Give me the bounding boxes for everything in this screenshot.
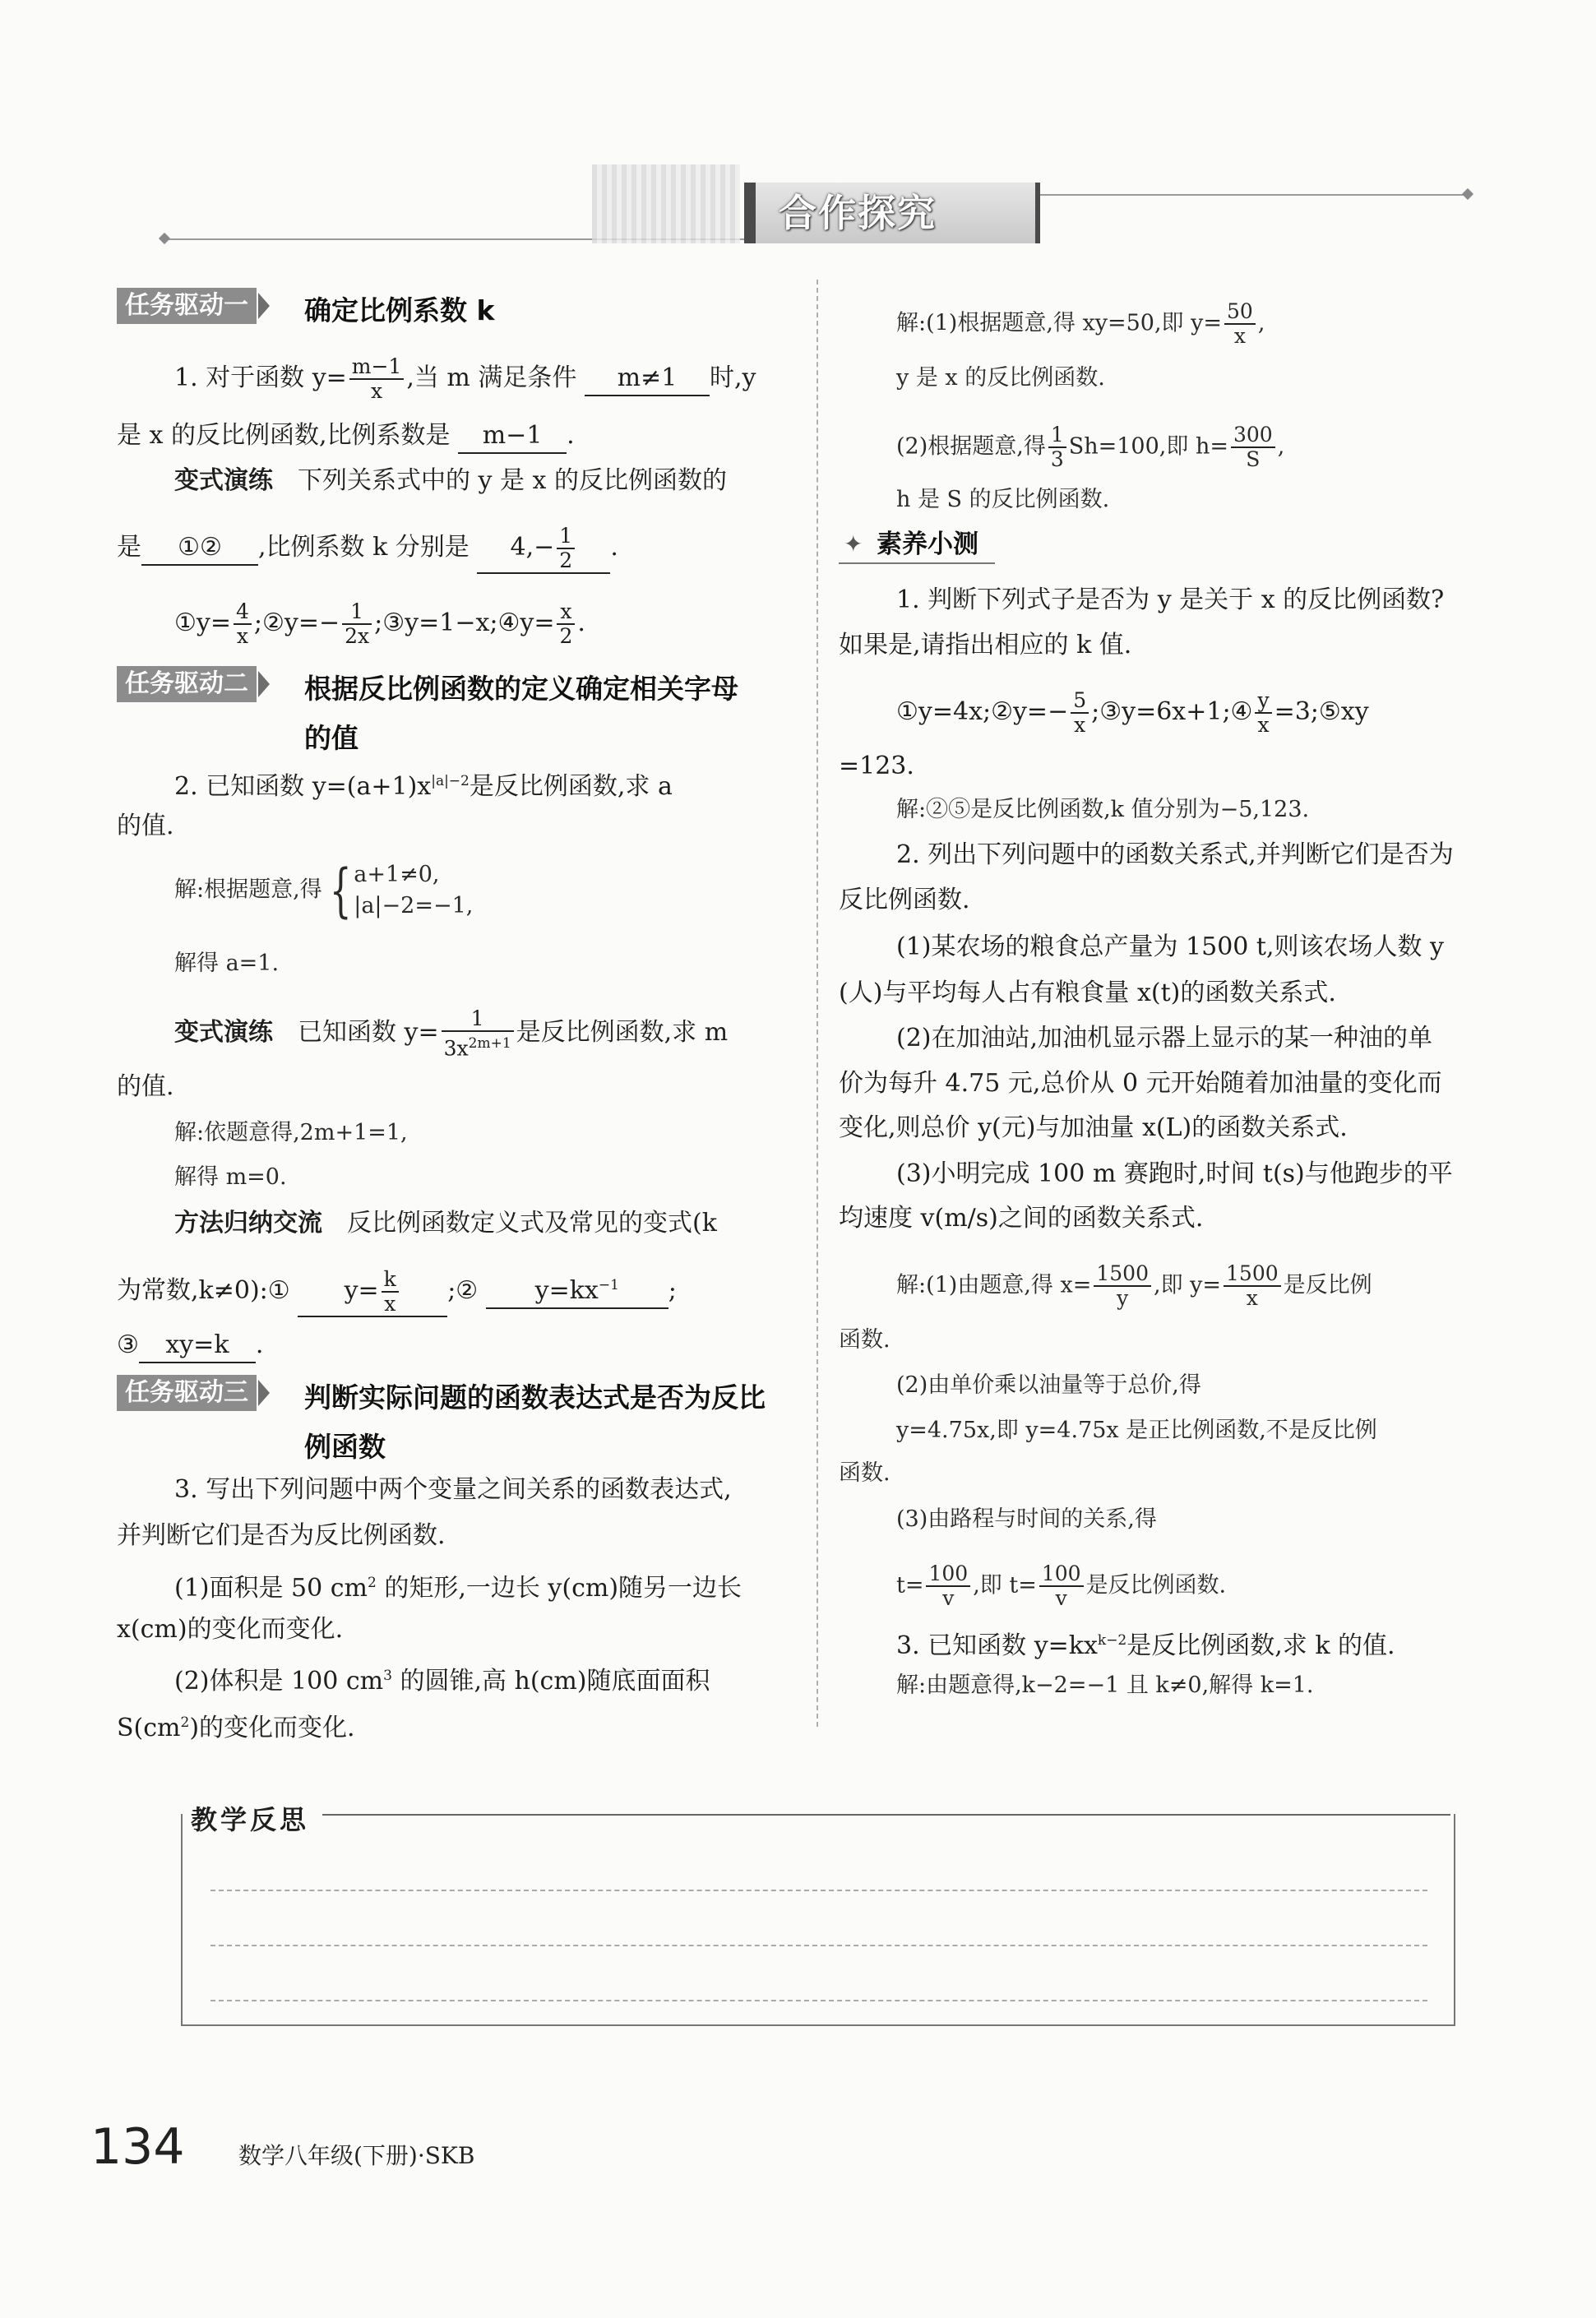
- task1-tag: 任务驱动一: [117, 288, 257, 324]
- task3-title-2: 例函数: [304, 1431, 386, 1463]
- column-divider: [817, 280, 818, 1727]
- task2-tag: 任务驱动二: [117, 666, 257, 702]
- quiz2-part2-line3: 变化,则总价 y(元)与加油量 x(L)的函数关系式.: [839, 1113, 1348, 1142]
- variation2-line2: 的值.: [117, 1072, 174, 1101]
- book-title: 数学八年级(下册)·SKB: [238, 2142, 475, 2169]
- quiz2-solution-1: 解:(1)由题意,得 x= $\frac{1500}{y}$ ,即 y= $\frac{1500}{x}$ 是反比例: [896, 1261, 1372, 1310]
- quiz1-options: ①y=4x;②y=− $\frac{5}{x}$ ;③y=6x+1;④ $\frac{y}{x}$ =3;⑤xy: [896, 688, 1369, 737]
- reflection-top-rule: [322, 1814, 1450, 1816]
- task3-tag: 任务驱动三: [117, 1375, 257, 1411]
- quiz2-line1: 2. 列出下列问题中的函数关系式,并判断它们是否为: [896, 840, 1454, 869]
- quiz2-part2-line2: 价为每升 4.75 元,总价从 0 元开始随着加油量的变化而: [839, 1069, 1442, 1098]
- q2-solution-result: 解得 a=1.: [174, 951, 280, 976]
- q1-line2: 是 x 的反比例函数,比例系数是 m−1 .: [117, 419, 575, 454]
- variation2-solution-1: 解:依题意得,2m+1=1,: [174, 1120, 408, 1145]
- q3-part1-line2: x(cm)的变化而变化.: [117, 1615, 344, 1644]
- quiz1-solution: 解:②⑤是反比例函数,k 值分别为−5,123.: [896, 797, 1310, 822]
- method-answer-1: y= $\frac{k}{x}$: [298, 1268, 447, 1317]
- header-rule-left-dot: [159, 233, 170, 244]
- method-line2: 为常数,k≠0):① y= $\frac{k}{x}$ ;② $y=kx^{-1}$ ;: [117, 1267, 677, 1316]
- q3-solution-2: (2)根据题意,得 $\frac{1}{3}$ Sh=100,即 h= $\frac{300}{S}$ ,: [896, 423, 1285, 471]
- variation1-answer-1: ①②: [141, 531, 258, 566]
- task2-title-2: 的值: [304, 722, 359, 754]
- quiz2-solution-2-line3: 函数.: [839, 1460, 891, 1486]
- section-title: 合作探究: [744, 183, 1040, 243]
- q2-line1: 2. 已知函数 $y=(a+1)x^{|a|-2}$是反比例函数,求 a: [174, 772, 673, 801]
- q3-solution-2-conclusion: h 是 S 的反比例函数.: [896, 487, 1110, 512]
- reflection-writing-line: [210, 2000, 1427, 2001]
- quiz1-line1: 1. 判断下列式子是否为 y 是关于 x 的反比例函数?: [896, 585, 1445, 614]
- method-line3: ③ xy=k .: [117, 1329, 263, 1363]
- header-decoration: [592, 164, 740, 243]
- quiz2-solution-2: (2)由单价乘以油量等于总价,得: [896, 1372, 1201, 1398]
- header-rule-right-dot: [1462, 188, 1473, 200]
- q3-solution-1: 解:(1)根据题意,得 xy=50,即 y= $\frac{50}{x}$ ,: [896, 299, 1265, 348]
- q1-fraction: $\frac{m-1}{x}$: [349, 355, 405, 403]
- q1-line1: 1. 对于函数 y= $\frac{m-1}{x}$ ,当 m 满足条件 m≠1 时,y: [174, 354, 756, 403]
- quiz2-solution-2-line2: y=4.75x,即 y=4.75x 是正比例函数,不是反比例: [896, 1418, 1377, 1443]
- method-line1: 方法归纳交流 反比例函数定义式及常见的变式(k: [174, 1209, 717, 1238]
- quiz2-part2-line1: (2)在加油站,加油机显示器上显示的某一种油的单: [896, 1024, 1433, 1053]
- task2-title-1: 根据反比例函数的定义确定相关字母: [304, 673, 738, 705]
- q3-line2: 并判断它们是否为反比例函数.: [117, 1521, 446, 1550]
- reflection-title: 教学反思: [191, 1799, 317, 1837]
- variation1-line2: 是 ①② ,比例系数 k 分别是 4,− $\frac{1}{2}$ .: [117, 524, 618, 572]
- quiz2-part3-line2: 均速度 v(m/s)之间的函数关系式.: [839, 1204, 1204, 1233]
- q3-part1-line1: (1)面积是 50 $cm^2$ 的矩形,一边长 y(cm)随另一边长: [174, 1574, 742, 1603]
- task1-title: 确定比例系数 k: [304, 294, 495, 326]
- quiz-tag: ✦ 素养小测: [839, 526, 995, 564]
- q1-answer-2: m−1: [458, 419, 567, 454]
- q1-answer-1: m≠1: [585, 362, 710, 396]
- quiz2-part1-line1: (1)某农场的粮食总产量为 1500 t,则该农场人数 y: [896, 932, 1444, 961]
- quiz3-solution: 解:由题意得,k−2=−1 且 k≠0,解得 k=1.: [896, 1673, 1314, 1698]
- q3-solution-1-conclusion: y 是 x 的反比例函数.: [896, 365, 1105, 391]
- task3-title-1: 判断实际问题的函数表达式是否为反比: [304, 1381, 766, 1413]
- quiz2-solution-3: (3)由路程与时间的关系,得: [896, 1506, 1157, 1532]
- quiz2-solution-1-cont: 函数.: [839, 1327, 891, 1353]
- reflection-writing-line: [210, 1945, 1427, 1946]
- quiz1-line2: 如果是,请指出相应的 k 值.: [839, 631, 1132, 659]
- q2-line2: 的值.: [117, 812, 174, 840]
- variation1-options: ①y= $\frac{4}{x}$ ;②y=− $\frac{1}{2x}$ ;③y=1−x;④y= $\frac{x}{2}$ .: [174, 599, 585, 648]
- reflection-box: [181, 1814, 1455, 2026]
- variation2-solution-2: 解得 m=0.: [174, 1164, 287, 1190]
- method-answer-2: $y=kx^{-1}$: [486, 1269, 668, 1309]
- variation2-line1: 变式演练 已知函数 y= $\frac{1}{3x^{2m+1}}$ 是反比例函数,求 m: [174, 1006, 729, 1061]
- quiz2-solution-3-line2: t= $\frac{100}{v}$ ,即 t= $\frac{100}{v}$ 是反比例函数.: [896, 1562, 1227, 1610]
- reflection-writing-line: [210, 1890, 1427, 1891]
- q3-line1: 3. 写出下列问题中两个变量之间关系的函数表达式,: [174, 1475, 732, 1504]
- quiz2-line2: 反比例函数.: [839, 886, 970, 914]
- variation1-line1: 变式演练 下列关系式中的 y 是 x 的反比例函数的: [174, 466, 728, 495]
- quiz1-options-cont: =123.: [839, 752, 914, 780]
- quiz2-part1-line2: (人)与平均每人占有粮食量 x(t)的函数关系式.: [839, 979, 1336, 1007]
- q3-part2-line1: (2)体积是 100 $cm^3$ 的圆锥,高 h(cm)随底面面积: [174, 1667, 710, 1696]
- quiz2-part3-line1: (3)小明完成 100 m 赛跑时,时间 t(s)与他跑步的平: [896, 1159, 1453, 1188]
- header-rule-right: [1040, 194, 1468, 196]
- page-number: 134: [90, 2118, 185, 2176]
- method-answer-3: xy=k: [139, 1329, 256, 1363]
- q3-part2-line2: $S(cm^2)$的变化而变化.: [117, 1714, 355, 1742]
- q2-solution-system: 解:根据题意,得 { a+1≠0, |a|−2=−1,: [174, 857, 474, 924]
- variation1-answer-2: 4,− $\frac{1}{2}$: [477, 525, 610, 574]
- quiz3-line1: 3. 已知函数 $y=kx^{k-2}$是反比例函数,求 k 的值.: [896, 1631, 1395, 1660]
